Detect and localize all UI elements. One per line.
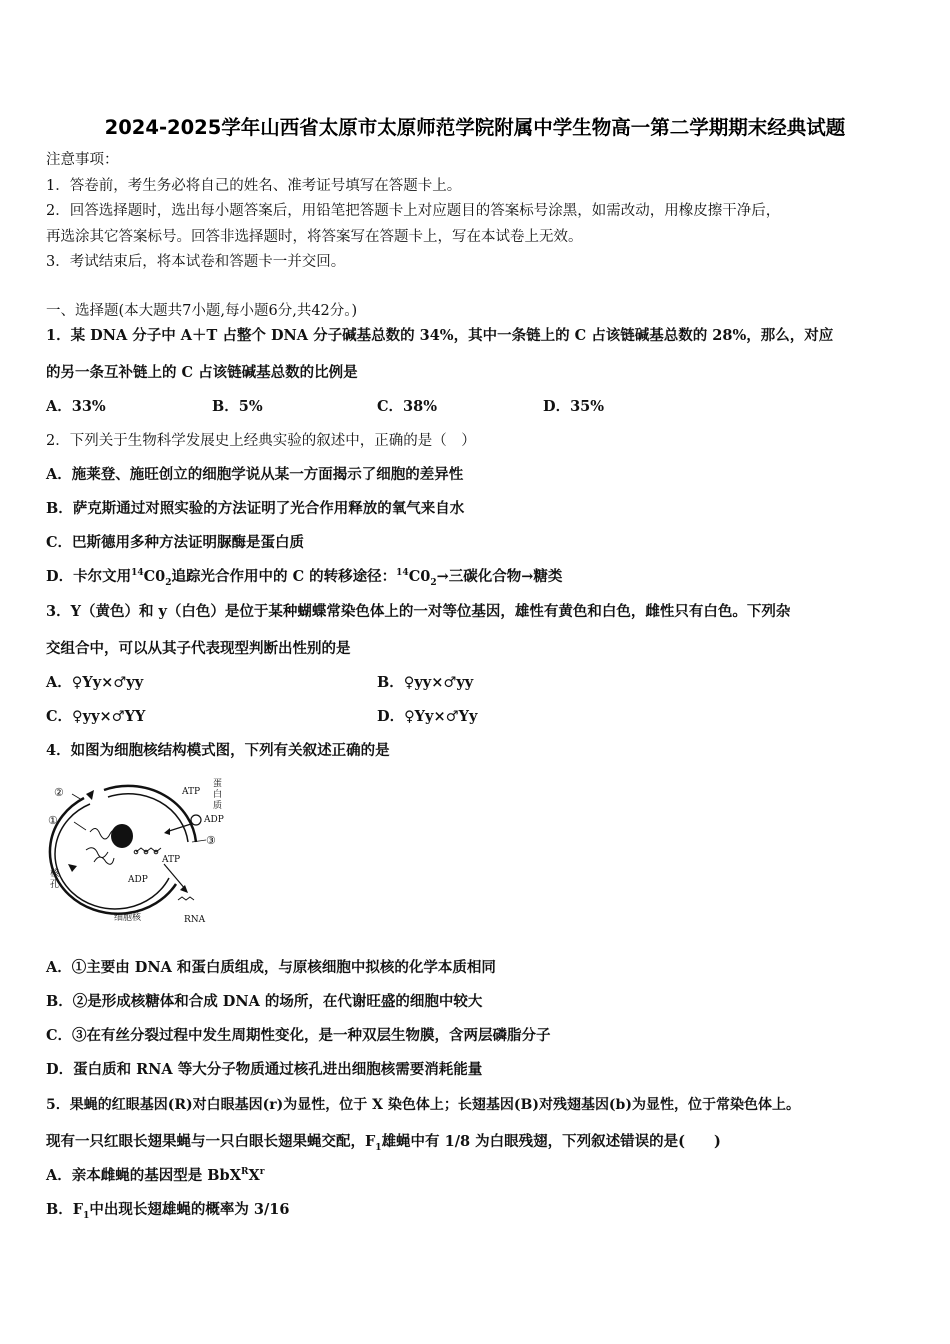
q4-option-c: C．③在有丝分裂过程中发生周期性变化，是一种双层生物膜，含两层磷脂分子	[46, 1027, 551, 1044]
q4-option-d: D．蛋白质和 RNA 等大分子物质通过核孔进出细胞核需要消耗能量	[46, 1061, 483, 1078]
q4-option-a: A．①主要由 DNA 和蛋白质组成，与原核细胞中拟核的化学本质相同	[46, 959, 496, 976]
svg-text:白: 白	[212, 790, 222, 800]
notice-item: 3．考试结束后，将本试卷和答题卡一并交回。	[46, 254, 346, 270]
q1-option-a: A．33%	[46, 398, 106, 415]
q2-stem: 2．下列关于生物科学发展史上经典实验的叙述中，正确的是（ ）	[46, 433, 476, 449]
page-title: 2024-2025学年山西省太原市太原师范学院附属中学生物高一第二学期期末经典试题	[104, 116, 846, 139]
q2-option-c: C．巴斯德用多种方法证明脲酶是蛋白质	[46, 534, 305, 551]
section-heading: 一、选择题(本大题共7小题,每小题6分,共42分。)	[46, 303, 358, 319]
q1-option-d: D．35%	[543, 398, 605, 415]
notice-item: 再选涂其它答案标号。回答非选择题时，将答案写在答题卡上，写在本试卷上无效。	[46, 229, 583, 245]
notice-heading: 注意事项：	[46, 152, 119, 168]
svg-text:质: 质	[212, 801, 222, 811]
label-3: ③	[206, 834, 216, 847]
q3-option-d: D．♀Yy×♂Yy	[377, 708, 478, 725]
notice-item: 1．答卷前，考生务必将自己的姓名、准考证号填写在答题卡上。	[46, 178, 462, 194]
q3-option-b: B．♀yy×♂yy	[377, 674, 474, 691]
q3-stem-line1: 3．Y（黄色）和 y（白色）是位于某种蝴蝶常染色体上的一对等位基因，雄性有黄色和白色，雌性只有白色。下列杂	[46, 603, 791, 620]
q1-option-b: B．5%	[212, 398, 263, 415]
q1-stem-line2: 的另一条互补链上的 C 占该链碱基总数的比例是	[46, 364, 358, 381]
label-atp-top: ATP	[182, 787, 201, 797]
label-atp-bottom: ATP	[162, 855, 181, 865]
label-adp-bottom: ADP	[128, 875, 148, 885]
q2-option-b: B．萨克斯通过对照实验的方法证明了光合作用释放的氧气来自水	[46, 500, 465, 517]
nucleus-structure-figure	[46, 772, 226, 932]
q3-stem-line2: 交组合中，可以从其子代表现型判断出性别的是	[46, 640, 351, 657]
notice-item: 2．回答选择题时，选出每小题答案后，用铅笔把答题卡上对应题目的答案标号涂黑，如需改动，用橡皮擦干净后，	[46, 203, 781, 219]
q5-option-a: A．亲本雌蝇的基因型是 $BbX^RX^r$	[46, 1167, 265, 1184]
q3-option-c: C．♀yy×♂YY	[46, 708, 146, 725]
q5-stem-line1: 5．果蝇的红眼基因(R)对白眼基因(r)为显性，位于 X 染色体上；长翅基因(B)对残翅基因(b)为显性，位于常染色体上。	[46, 1097, 800, 1113]
q3-option-a: A．♀Yy×♂yy	[46, 674, 144, 691]
q5-option-b: B．$F_1$中出现长翅雄蝇的概率为 3/16	[46, 1201, 290, 1221]
q5-stem-line2: 现有一只红眼长翅果蝇与一只白眼长翅果蝇交配，$F_1$雄蝇中有 1/8 为白眼残翅，下列叙述错误的是( )	[46, 1133, 721, 1153]
label-2: ②	[54, 786, 64, 799]
label-1: ①	[48, 814, 58, 827]
label-rna: RNA	[184, 915, 206, 925]
label-protein: 蛋	[212, 779, 222, 789]
q4-option-b: B．②是形成核糖体和合成 DNA 的场所，在代谢旺盛的细胞中较大	[46, 993, 483, 1010]
label-nucleus: 细胞核	[114, 913, 142, 923]
q2-option-d: D．卡尔文用$^{14}C0_2$追踪光合作用中的 C 的转移途径：$^{14}C0_2\to$三碳化合物→糖类	[46, 568, 563, 588]
q1-option-c: C．38%	[377, 398, 437, 415]
q4-stem: 4．如图为细胞核结构模式图，下列有关叙述正确的是	[46, 742, 390, 759]
label-adp-top: ADP	[204, 815, 224, 825]
label-nuclear-pore: 核	[50, 869, 60, 879]
svg-text:孔: 孔	[50, 880, 60, 890]
q1-stem-line1: 1．某 DNA 分子中 A＋T 占整个 DNA 分子碱基总数的 34%，其中一条链上的 C 占该链碱基总数的 28%，那么，对应	[46, 327, 834, 344]
q2-option-a: A．施莱登、施旺创立的细胞学说从某一方面揭示了细胞的差异性	[46, 466, 464, 483]
